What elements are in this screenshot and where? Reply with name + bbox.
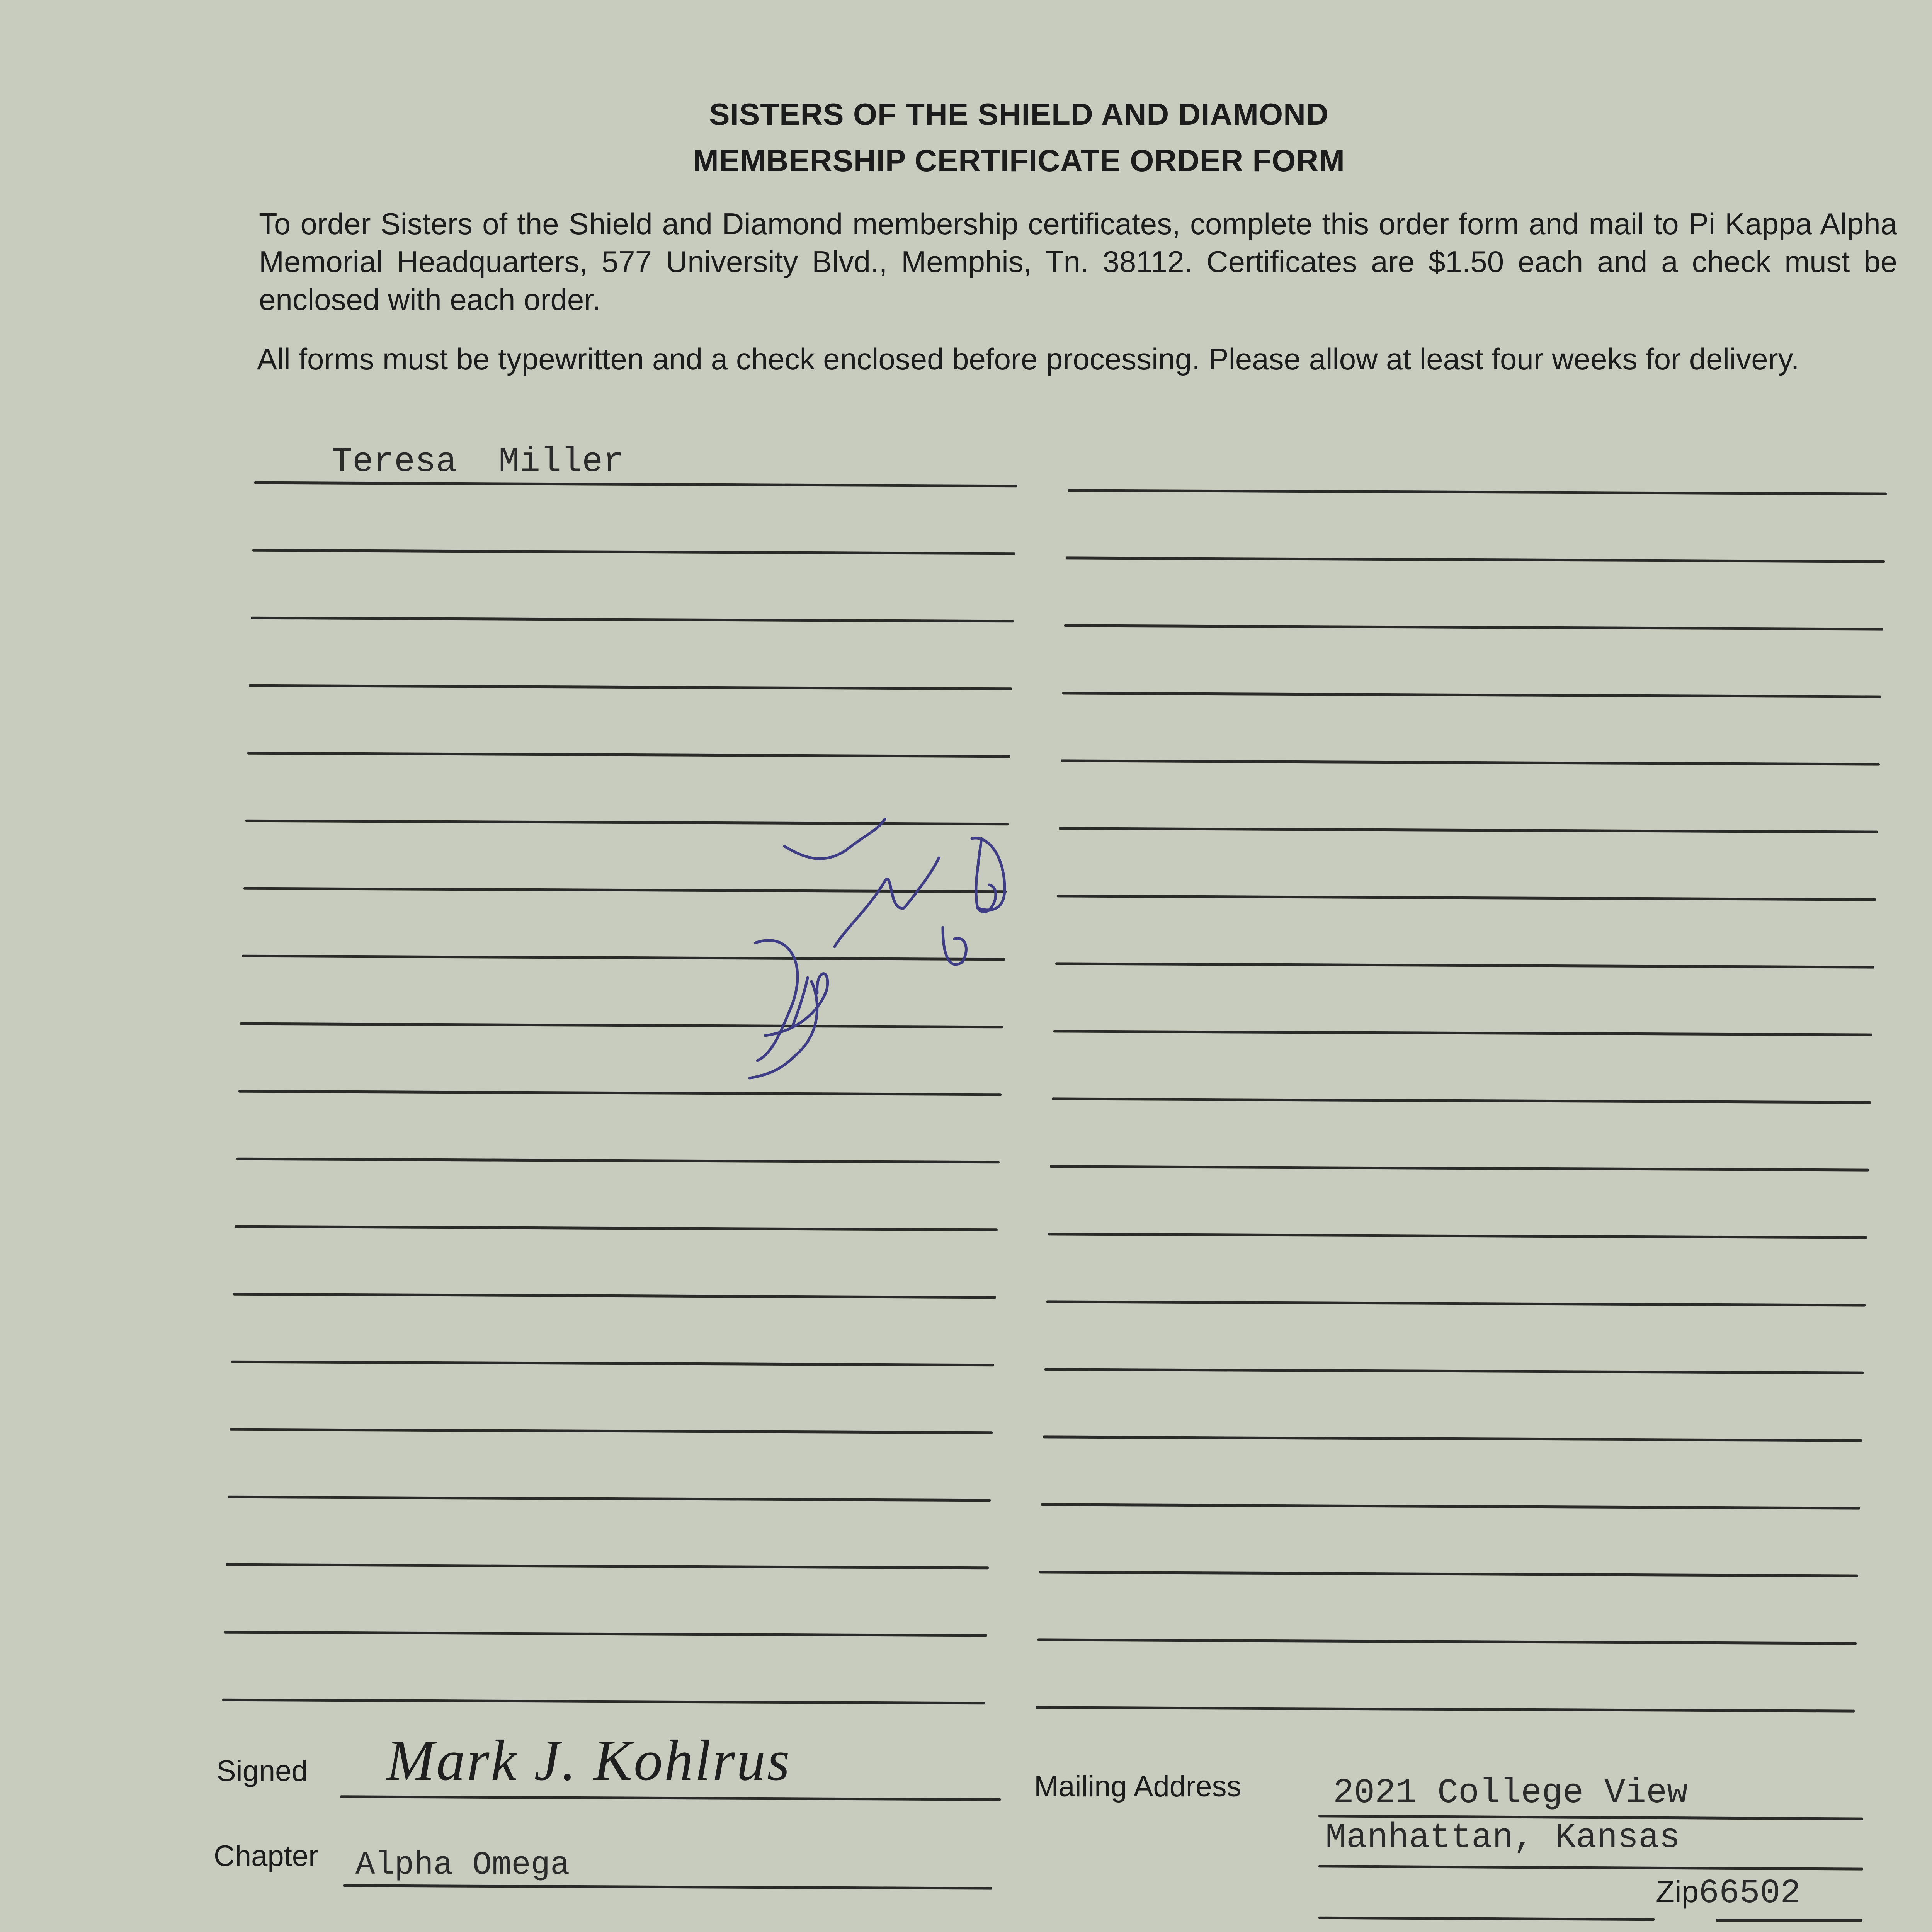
address-line-2: Manhattan, Kansas <box>1325 1818 1680 1858</box>
name-line-right <box>1052 1097 1871 1104</box>
name-line-right <box>1061 759 1880 765</box>
name-line-left <box>228 1496 991 1502</box>
instructions-paragraph-2: All forms must be typewritten and a check enclosed before processing. Please allow at least four weeks for delivery. <box>257 342 1799 376</box>
name-line-right <box>1062 692 1881 698</box>
signature-line <box>340 1795 1001 1801</box>
name-line-left <box>230 1428 993 1434</box>
name-line-left <box>247 752 1010 758</box>
name-line-left <box>235 1225 998 1231</box>
zip-label: Zip <box>1656 1874 1699 1909</box>
chapter-line <box>343 1884 992 1889</box>
name-line-right <box>1068 489 1887 495</box>
chapter-value: Alpha Omega <box>355 1847 570 1884</box>
address-line-2-rule <box>1318 1865 1863 1870</box>
signature: Mark J. Kohlrus <box>386 1728 791 1793</box>
name-line-right <box>1041 1503 1860 1509</box>
name-line-left <box>226 1563 989 1570</box>
zip-rule <box>1716 1919 1862 1922</box>
form-title-line1: SISTERS OF THE SHIELD AND DIAMOND <box>709 97 1329 131</box>
name-line-left <box>251 617 1014 623</box>
mailing-address-label: Mailing Address <box>1034 1770 1242 1803</box>
name-line-right <box>1044 1368 1864 1374</box>
name-line-left <box>249 684 1012 690</box>
zip-value: 66502 <box>1699 1874 1801 1913</box>
name-line-right <box>1055 962 1874 968</box>
name-line-left <box>242 955 1005 961</box>
name-line-right <box>1046 1300 1866 1306</box>
name-line-right <box>1043 1435 1862 1442</box>
instructions-paragraph-1: To order Sisters of the Shield and Diamond membership certificates, complete this order form and mail to Pi Kappa Alpha Memorial Headquarters, 577 University Blvd., Memphis, Tn. 38112. Certificates are $1.50 each and a check must be enclosed with each order. <box>259 207 1897 316</box>
name-line-right <box>1053 1030 1872 1036</box>
name-line-right <box>1064 624 1883 630</box>
signed-label: Signed <box>216 1755 308 1787</box>
name-line-right <box>1036 1706 1855 1712</box>
name-line-right <box>1039 1571 1858 1577</box>
address-line-1: 2021 College View <box>1333 1774 1688 1813</box>
name-line-right <box>1048 1233 1867 1239</box>
name-line-right <box>1057 895 1876 901</box>
name-line-right <box>1059 827 1878 833</box>
name-line-left <box>224 1631 987 1637</box>
name-line-left <box>243 887 1007 893</box>
name-line-left <box>233 1293 996 1299</box>
name-line-left <box>222 1699 985 1705</box>
name-entry-left: Teresa Miller <box>332 442 624 482</box>
address-line-3-rule <box>1318 1917 1655 1921</box>
name-line-left <box>238 1090 1002 1096</box>
form-title-line2: MEMBERSHIP CERTIFICATE ORDER FORM <box>693 143 1345 178</box>
name-line-right <box>1050 1165 1869 1171</box>
name-line-left <box>245 820 1009 826</box>
name-line-left <box>254 481 1017 488</box>
zip-field <box>1656 1874 1801 1913</box>
name-line-right <box>1037 1638 1857 1645</box>
name-line-left <box>252 549 1015 555</box>
name-line-left <box>240 1022 1003 1029</box>
chapter-label: Chapter <box>214 1840 318 1872</box>
name-line-left <box>236 1158 1000 1164</box>
name-line-left <box>231 1361 994 1367</box>
name-line-right <box>1066 556 1885 563</box>
